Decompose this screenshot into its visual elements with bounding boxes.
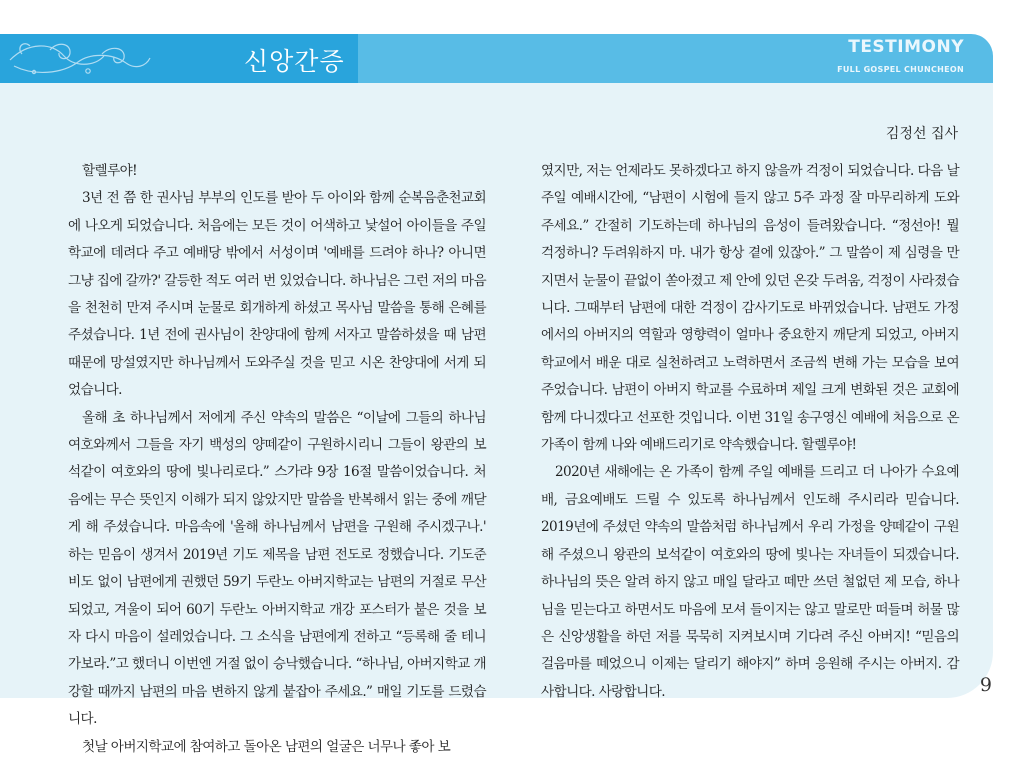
paragraph-2: 3년 전 쯤 한 권사님 부부의 인도를 받아 두 아이와 함께 순복음춘천교회에 나오게 되었습니다. 처음에는 모든 것이 어색하고 낯설어 아이들을 주일 학교에 데려다 주고 예배당 밖에서 서성이며 '예배를 드려야 하나? 아니면 그냥 집에 갈까?' 갈등한 적도 여러 번 있었습니다. 하나님은 그런 저의 마음을 천천히 만져 주시며 눈물로 회개하게 하셨고 목사님 말씀을 통해 은혜를 주셨습니다. 1년 전에 권사님이 찬양대에 함께 서자고 말씀하셨을 때 남편 때문에 망설였지만 하나님께서 도와주실 것을 믿고 시온 찬양대에 서게 되었습니다. <box>68 190 486 399</box>
swirl-ornament-icon <box>4 36 154 80</box>
paragraph-3: 올해 초 하나님께서 저에게 주신 약속의 말씀은 “이날에 그들의 하나님 여호와께서 그들을 자기 백성의 양떼같이 구원하시리니 그들이 왕관의 보석같이 여호와의 땅에 빛나리로다.” 스가랴 9장 16절 말씀이었습니다. 처음에는 무슨 뜻인지 이해가 되지 않았지만 말씀을 반복해서 읽는 중에 깨닫게 해 주셨습니다. 마음속에 '올해 하나님께서 남편을 구원해 주시겠구나.' 하는 믿음이 생겨서 2019년 기도 제목을 남편 전도로 정했습니다. 기도준비도 없이 남편에게 권했던 59기 두란노 아버지학교는 남편의 거절로 무산되었고, 겨울이 되어 60기 두란노 아버지학교 개강 포스터가 붙은 것을 보자 다시 마음이 설레었습니다. 그 소식을 남편에게 전하고 “등록해 줄 테니 가보라.”고 했더니 이번엔 거절 없이 승낙했습니다. “하나님, 아버지학교 개강할 때까지 남편의 마음 변하지 않게 붙잡아 주세요.” 매일 기도를 드렸습니다. <box>68 409 486 728</box>
paragraph-1: 할렐루야! <box>82 163 137 179</box>
page-number: 9 <box>979 674 992 696</box>
publication-name: FULL GOSPEL CHUNCHEON <box>837 65 964 74</box>
paragraph-4: 첫날 아버지학교에 참여하고 돌아온 남편의 얼굴은 너무나 좋아 보 <box>82 738 451 755</box>
left-column <box>68 158 486 761</box>
section-label: TESTIMONY <box>848 37 964 57</box>
paragraph-4-continued: 였지만, 저는 언제라도 못하겠다고 하지 않을까 걱정이 되었습니다. 다음 날 주일 예배시간에, “남편이 시험에 들지 않고 5주 과정 잘 마무리하게 도와주세요.” 간절히 기도하는데 하나님의 음성이 들려왔습니다. “정선아! 뭘 걱정하니? 두려워하지 마. 내가 항상 곁에 있잖아.” 그 말씀이 제 심령을 만지면서 눈물이 끝없이 쏟아졌고 제 안에 있던 온갖 두려움, 걱정이 사라졌습니다. 그때부터 남편에 대한 걱정이 감사기도로 바뀌었습니다. 남편도 가정에서의 아버지의 역할과 영향력이 얼마나 중요한지 깨닫게 되었고, 아버지학교에서 배운 대로 실천하려고 노력하면서 조금씩 변해 가는 모습을 보여주었습니다. 남편이 아버지 학교를 수료하며 제일 크게 변화된 것은 교회에 함께 다니겠다고 선포한 것입니다. 이번 31일 송구영신 예배에 처음으로 온 가족이 함께 나와 예배드리기로 약속했습니다. 할렐루야! <box>541 163 959 454</box>
page-title: 신앙간증 <box>244 47 345 76</box>
paragraph-5: 2020년 새해에는 온 가족이 함께 주일 예배를 드리고 더 나아가 수요예배, 금요예배도 드릴 수 있도록 하나님께서 인도해 주시리라 믿습니다. 2019년에 주셨던 약속의 말씀처럼 하나님께서 우리 가정을 양떼같이 구원해 주셨으니 왕관의 보석같이 여호와의 땅에 빛나는 자녀들이 되겠습니다. 하나님의 뜻은 알려 하지 않고 매일 달라고 떼만 쓰던 철없던 제 모습, 하나님을 믿는다고 하면서도 마음에 모셔 들이지는 않고 말로만 떠들며 허물 많은 신앙생활을 하던 저를 묵묵히 지켜보시며 기다려 주신 아버지! “믿음의 걸음마를 떼었으니 이제는 달리기 해야지” 하며 응원해 주시는 아버지. 감사합니다. 사랑합니다. <box>541 464 959 700</box>
right-column <box>541 158 959 706</box>
author-name: 김정선 집사 <box>885 126 958 142</box>
